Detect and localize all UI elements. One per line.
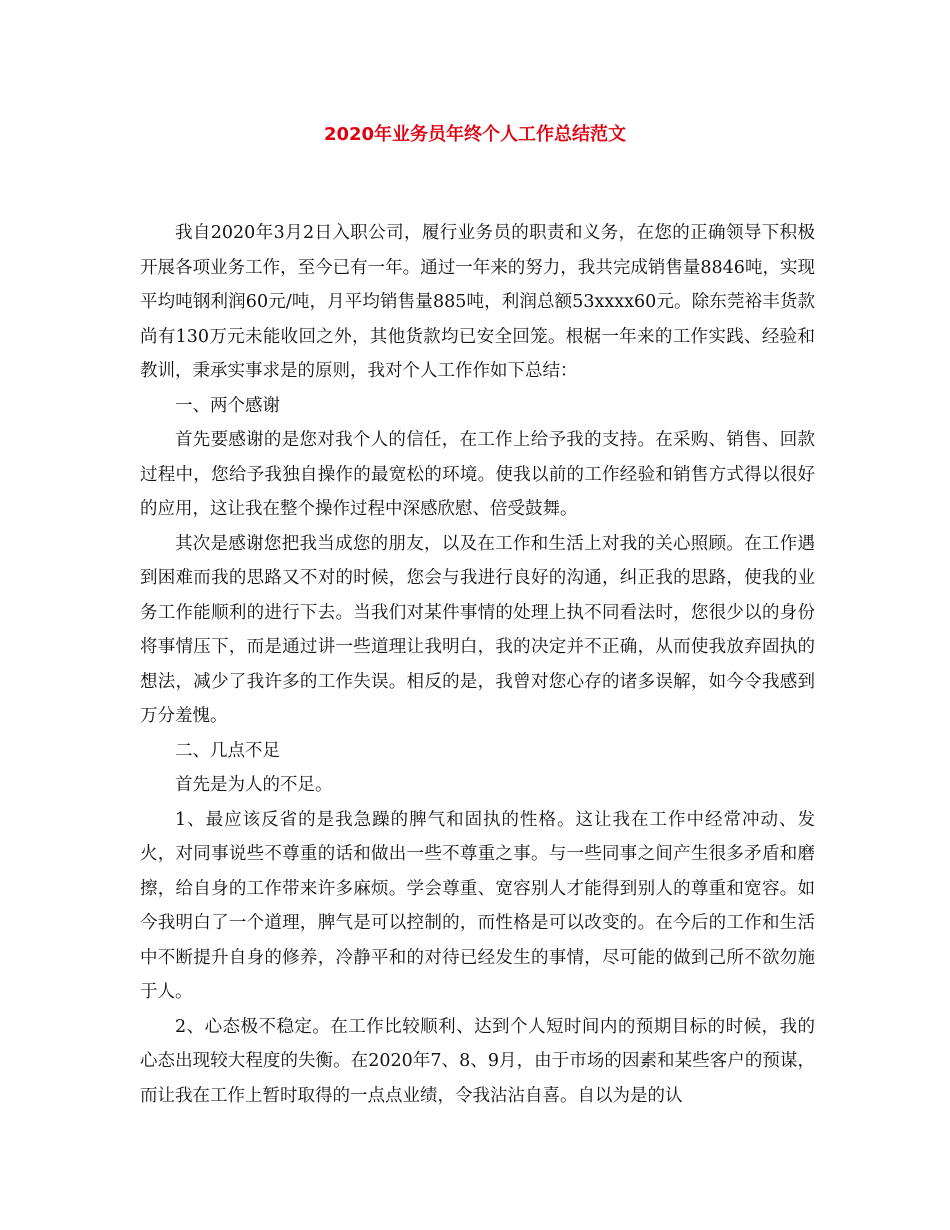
- section-heading-shortcomings: 二、几点不足: [175, 740, 280, 761]
- document-title: 2020年业务员年终个人工作总结范文: [323, 124, 627, 145]
- paragraph-shortcoming-2: 2、心态极不稳定。在工作比较顺利、达到个人短时间内的预期目标的时候，我的心态出现较大程度的失衡。在2020年7、8、9月，由于市场的因素和某些客户的预谋，而让我在工作上暂时取得的一点点业绩，令我沾沾自喜。自以为是的认: [140, 1016, 815, 1106]
- section-heading-thanks: 一、两个感谢: [175, 395, 280, 416]
- paragraph-thanks-second: 其次是感谢您把我当成您的朋友，以及在工作和生活上对我的关心照顾。在工作遇到困难而我的思路又不对的时候，您会与我进行良好的沟通，纠正我的思路，使我的业务工作能顺利的进行下去。当我们对某件事情的处理上执不同看法时，您很少以的身份将事情压下，而是通过讲一些道理让我明白，我的决定并不正确，从而使我放弃固执的想法，减少了我许多的工作失误。相反的是，我曾对您心存的诸多误解，如今令我感到万分羞愧。: [140, 533, 815, 726]
- document-body: [140, 216, 815, 1113]
- paragraph-shortcomings-intro: 首先是为人的不足。: [175, 775, 333, 795]
- paragraph-thanks-first: 首先要感谢的是您对我个人的信任，在工作上给予我的支持。在采购、销售、回款过程中，您给予我独自操作的最宽松的环境。使我以前的工作经验和销售方式得以很好的应用，这让我在整个操作过程中深感欣慰、倍受鼓舞。: [140, 430, 815, 519]
- paragraph-shortcoming-1: 1、最应该反省的是我急躁的脾气和固执的性格。这让我在工作中经常冲动、发火，对同事说些不尊重的话和做出一些不尊重之事。与一些同事之间产生很多矛盾和磨擦，给自身的工作带来许多麻烦。学会尊重、宽容别人才能得到别人的尊重和宽容。如今我明白了一个道理，脾气是可以控制的，而性格是可以改变的。在今后的工作和生活中不断提升自身的修养，冷静平和的对待已经发生的事情，尽可能的做到己所不欲勿施于人。: [140, 809, 815, 1002]
- paragraph-intro: 我自2020年3月2日入职公司，履行业务员的职责和义务，在您的正确领导下积极开展各项业务工作，至今已有一年。通过一年来的努力，我共完成销售量8846吨，实现平均吨钢利润60元/吨，月平均销售量885吨，利润总额53xxxx60元。除东莞裕丰货款尚有130万元未能收回之外，其他货款均已安全回笼。根椐一年来的工作实践、经验和教训，秉承实事求是的原则，我对个人工作作如下总结：: [140, 223, 815, 381]
